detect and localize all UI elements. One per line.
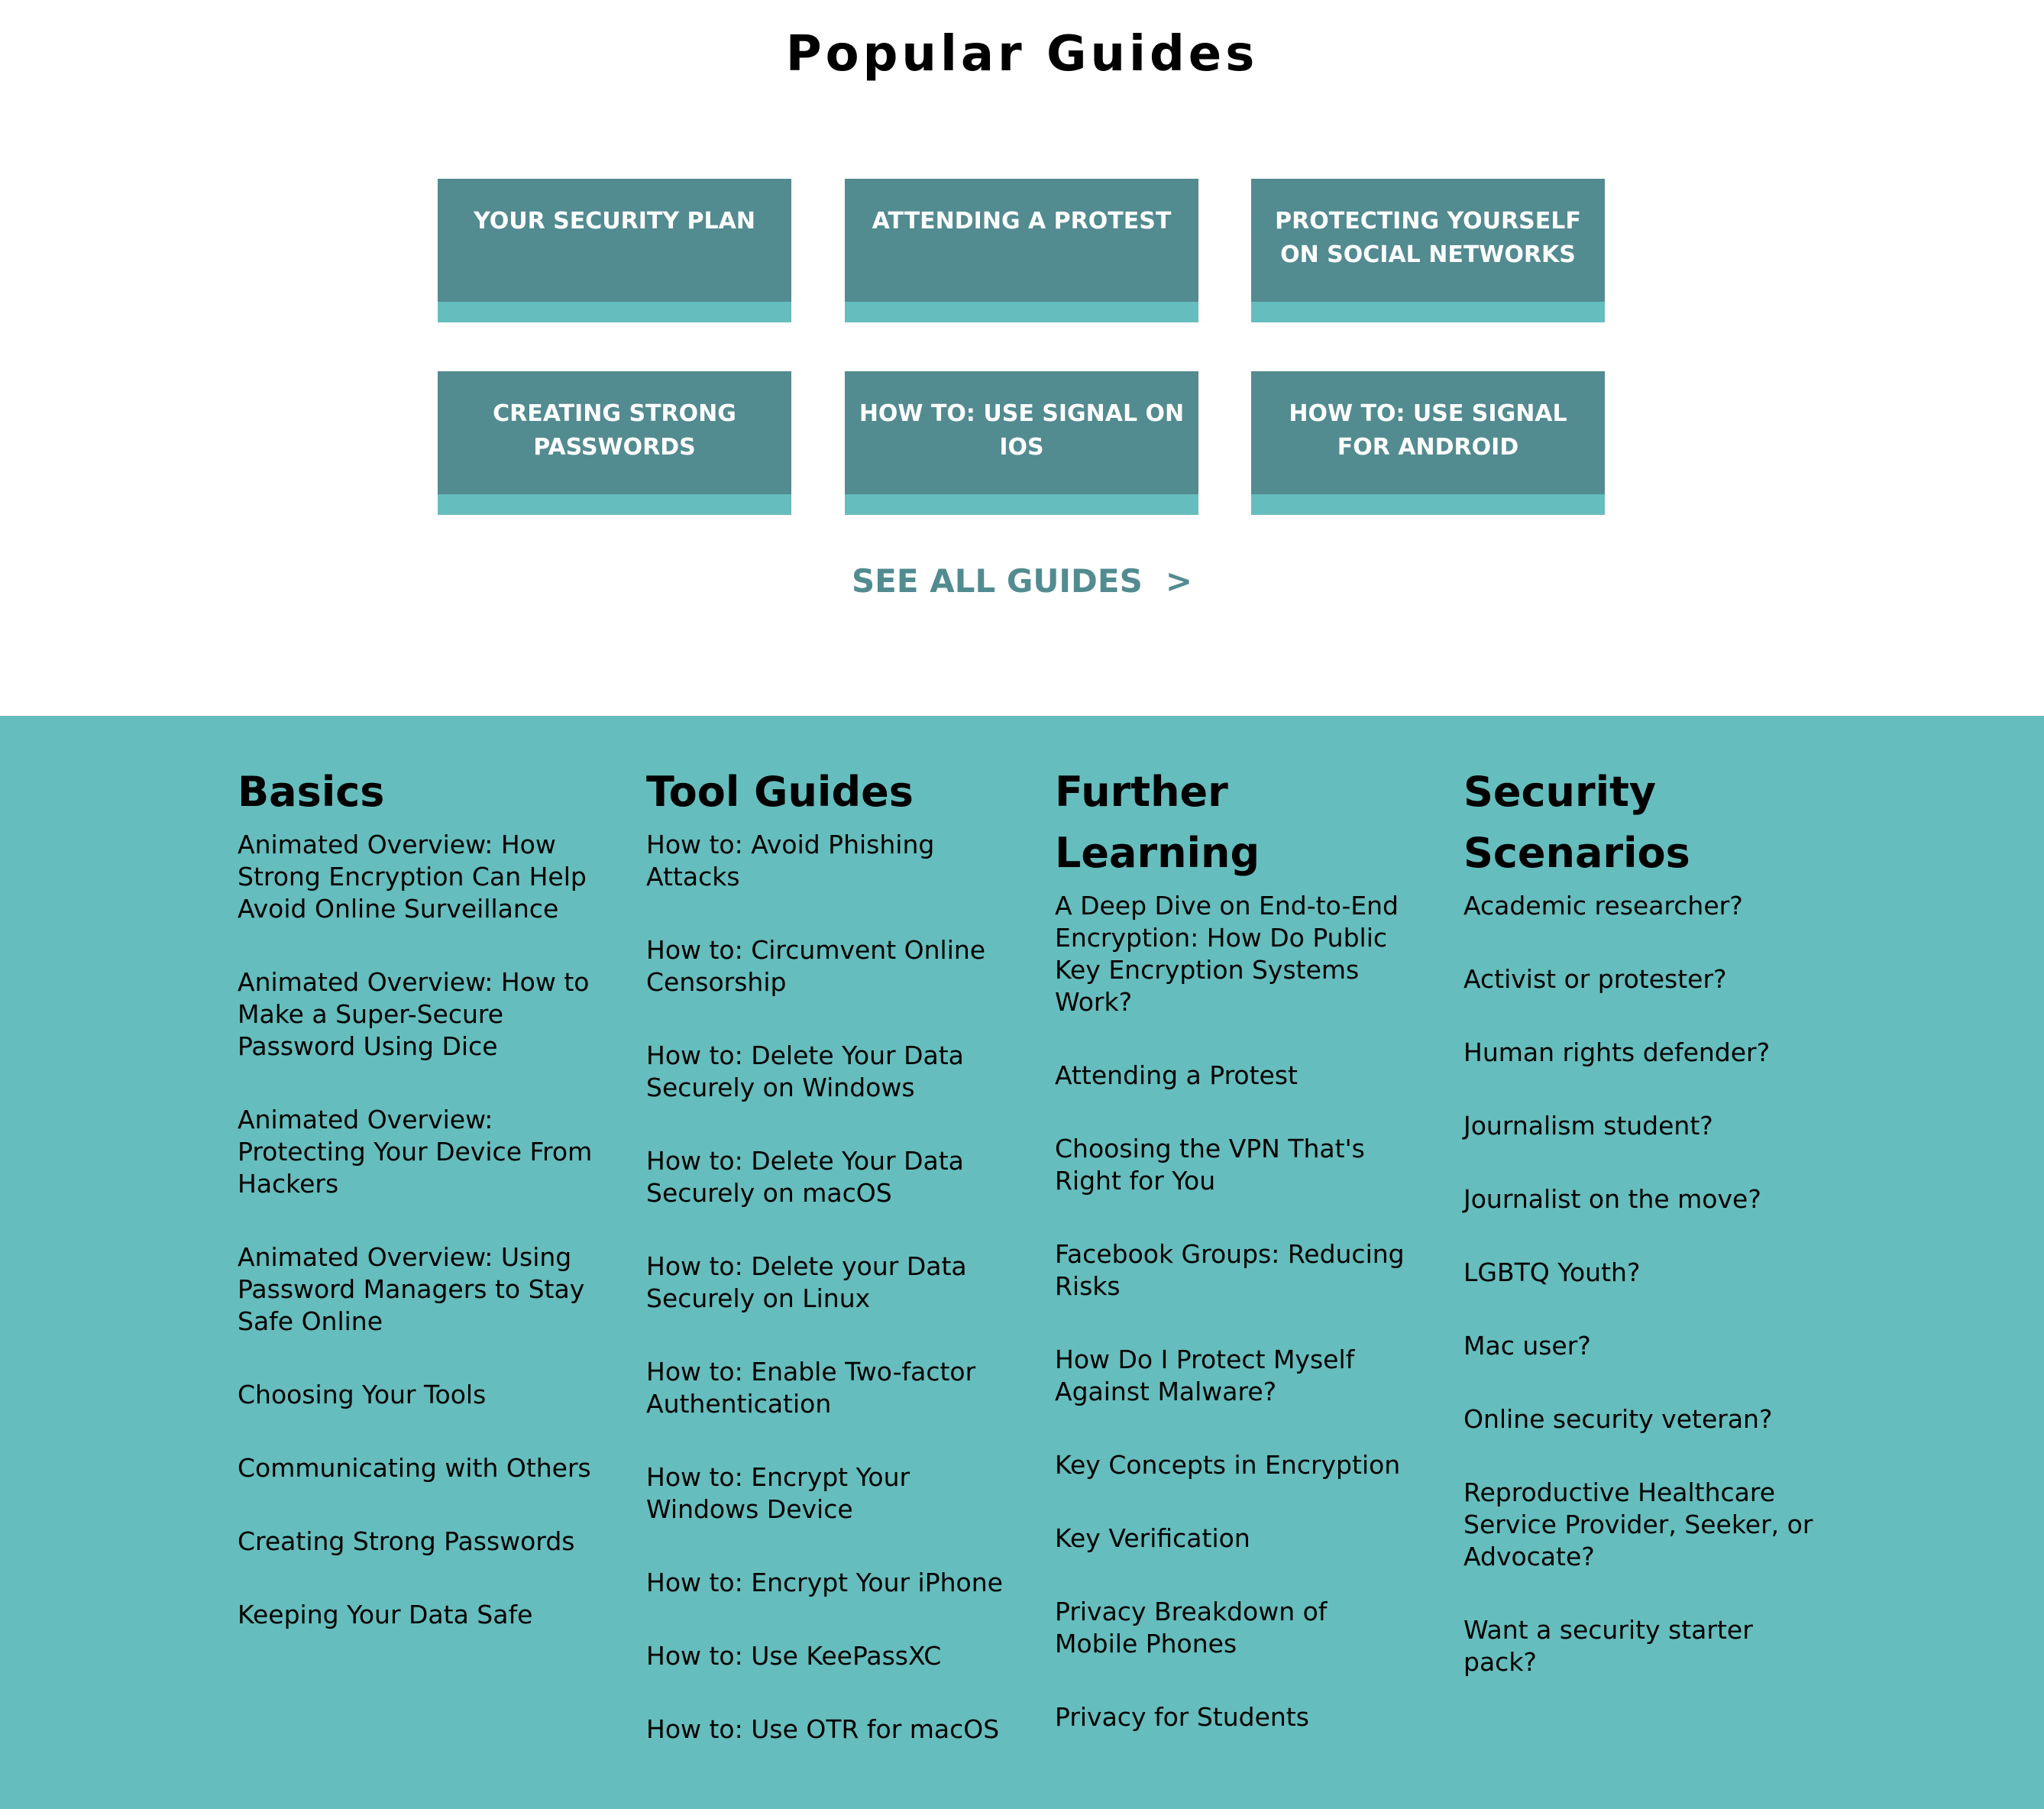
list-item (646, 1567, 1005, 1599)
guide-card-label: YOUR SECURITY PLAN (474, 208, 755, 235)
footer-link[interactable]: Human rights defender? (1463, 1037, 1771, 1067)
link-list (1055, 890, 1414, 1733)
list-item (238, 1379, 597, 1411)
column-heading: Further Learning (1055, 768, 1260, 877)
footer-link[interactable]: Online security veteran? (1463, 1404, 1773, 1434)
guide-card-label: PROTECTING YOURSELF ON SOCIAL NETWORKS (1275, 208, 1581, 268)
footer-link[interactable]: How to: Encrypt Your iPhone (646, 1568, 1003, 1597)
list-item (646, 934, 1005, 998)
list-item (1463, 890, 1822, 922)
card-accent-band (1251, 494, 1605, 515)
list-item (646, 1040, 1005, 1104)
footer-column (1055, 716, 1414, 1775)
list-item (1463, 963, 1822, 995)
list-item (646, 1251, 1005, 1315)
footer-link[interactable]: How to: Delete your Data Securely on Linux (646, 1251, 967, 1313)
footer-link[interactable]: A Deep Dive on End-to-End Encryption: How Do Public Key Encryption Systems Work? (1055, 891, 1399, 1017)
footer-link[interactable]: Animated Overview: Using Password Managers to Stay Safe Online (238, 1242, 585, 1336)
footer-link[interactable]: Communicating with Others (238, 1453, 591, 1483)
footer-link-section (0, 716, 2044, 1809)
column-heading: Basics (238, 768, 385, 816)
footer-link[interactable]: How to: Avoid Phishing Attacks (646, 830, 935, 892)
guide-card-label: ATTENDING A PROTEST (872, 208, 1172, 235)
list-item (1463, 1403, 1822, 1435)
footer-link[interactable]: Animated Overview: Protecting Your Device From Hackers (238, 1105, 593, 1199)
link-list (646, 829, 1005, 1746)
card-accent-band (845, 494, 1198, 515)
footer-link[interactable]: Choosing the VPN That's Right for You (1055, 1134, 1365, 1196)
footer-link[interactable]: How to: Enable Two-factor Authentication (646, 1357, 976, 1419)
footer-link[interactable]: Key Verification (1055, 1523, 1250, 1553)
footer-link[interactable]: Attending a Protest (1055, 1060, 1298, 1090)
footer-link[interactable]: Privacy for Students (1055, 1702, 1309, 1732)
guide-card[interactable] (1251, 179, 1605, 322)
footer-link[interactable]: Academic researcher? (1463, 891, 1743, 921)
footer-link[interactable]: Mac user? (1463, 1331, 1591, 1361)
list-item (646, 829, 1005, 893)
list-item (238, 1241, 597, 1338)
column-heading: Security Scenarios (1463, 768, 1690, 877)
list-item (646, 1356, 1005, 1420)
chevron-right-icon: > (1165, 562, 1193, 600)
list-item (238, 1599, 597, 1631)
footer-link[interactable]: Facebook Groups: Reducing Risks (1055, 1239, 1405, 1301)
list-item (1055, 1523, 1414, 1555)
footer-link[interactable]: How to: Circumvent Online Censorship (646, 935, 986, 997)
footer-link[interactable]: Keeping Your Data Safe (238, 1600, 533, 1629)
list-item (646, 1640, 1005, 1672)
list-item (1055, 1133, 1414, 1197)
guide-card[interactable] (845, 179, 1198, 322)
footer-link[interactable]: How to: Encrypt Your Windows Device (646, 1462, 910, 1524)
footer-link[interactable]: Reproductive Healthcare Service Provider, Seeker, or Advocate? (1463, 1477, 1813, 1571)
list-item (1055, 1701, 1414, 1733)
footer-column (646, 716, 1005, 1787)
footer-link[interactable]: Activist or protester? (1463, 964, 1727, 994)
list-item (1463, 1183, 1822, 1215)
footer-link[interactable]: Animated Overview: How to Make a Super-Secure Password Using Dice (238, 967, 590, 1061)
footer-link[interactable]: Choosing Your Tools (238, 1380, 487, 1409)
guide-card-label: HOW TO: USE SIGNAL ON IOS (859, 400, 1185, 461)
card-accent-band (438, 494, 791, 515)
list-item (238, 1104, 597, 1200)
list-item (238, 1452, 597, 1484)
list-item (1055, 890, 1414, 1018)
section-title: Popular Guides (785, 26, 1259, 83)
list-item (238, 1526, 597, 1558)
footer-link[interactable]: How to: Use OTR for macOS (646, 1714, 1000, 1744)
card-accent-band (438, 302, 791, 322)
list-item (1055, 1344, 1414, 1408)
list-item (1463, 1330, 1822, 1362)
list-item (238, 966, 597, 1063)
see-all-guides-link[interactable] (0, 562, 2044, 600)
footer-link[interactable]: How to: Delete Your Data Securely on Windows (646, 1040, 964, 1102)
footer-link[interactable]: How to: Delete Your Data Securely on macOS (646, 1146, 964, 1208)
list-item (1055, 1449, 1414, 1481)
footer-link[interactable]: Journalism student? (1463, 1111, 1713, 1141)
guide-card[interactable] (845, 371, 1198, 515)
list-item (1463, 1614, 1822, 1678)
card-accent-band (845, 302, 1198, 322)
list-item (238, 829, 597, 925)
list-item (1463, 1257, 1822, 1289)
list-item (646, 1145, 1005, 1209)
footer-link[interactable]: How to: Use KeePassXC (646, 1641, 942, 1671)
list-item (1055, 1596, 1414, 1660)
footer-link[interactable]: Want a security starter pack? (1463, 1615, 1753, 1677)
card-accent-band (1251, 302, 1605, 322)
guide-card[interactable] (438, 371, 791, 515)
footer-link[interactable]: Key Concepts in Encryption (1055, 1450, 1401, 1480)
footer-link[interactable]: LGBTQ Youth? (1463, 1257, 1641, 1287)
list-item (646, 1461, 1005, 1526)
guide-card-label: HOW TO: USE SIGNAL FOR ANDROID (1289, 400, 1567, 461)
link-list (1463, 890, 1822, 1678)
footer-link[interactable]: Animated Overview: How Strong Encryption Can Help Avoid Online Surveillance (238, 830, 587, 924)
footer-column (238, 716, 597, 1672)
see-all-label: SEE ALL GUIDES (851, 562, 1143, 600)
list-item (1055, 1060, 1414, 1092)
footer-link[interactable]: Journalist on the move? (1463, 1184, 1761, 1214)
guide-card[interactable] (438, 179, 791, 322)
link-list (238, 829, 597, 1631)
column-heading: Tool Guides (646, 768, 914, 816)
guide-card[interactable] (1251, 371, 1605, 515)
footer-column (1463, 716, 1822, 1720)
list-item (1463, 1037, 1822, 1069)
guide-card-label: CREATING STRONG PASSWORDS (493, 400, 736, 461)
list-item (1463, 1110, 1822, 1142)
popular-guides-section (0, 0, 2044, 716)
list-item (1463, 1477, 1822, 1573)
list-item (1055, 1238, 1414, 1303)
footer-link[interactable]: How Do I Protect Myself Against Malware? (1055, 1345, 1355, 1406)
footer-link[interactable]: Privacy Breakdown of Mobile Phones (1055, 1597, 1328, 1659)
footer-link[interactable]: Creating Strong Passwords (238, 1526, 575, 1556)
list-item (646, 1714, 1005, 1746)
